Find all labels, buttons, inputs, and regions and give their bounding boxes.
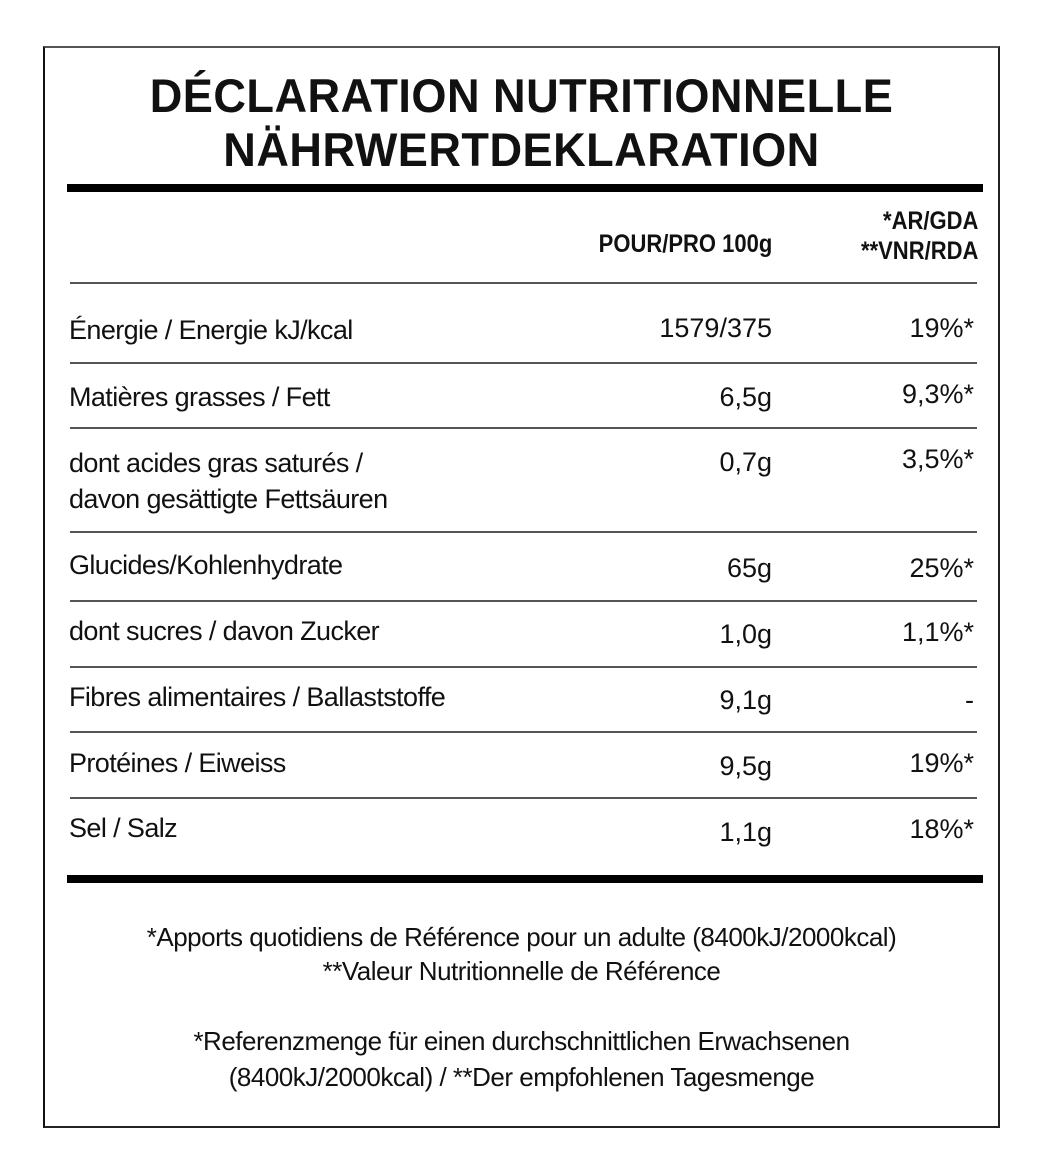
row-label: dont acides gras saturés / xyxy=(69,448,363,478)
row-divider xyxy=(70,427,977,429)
footnote-fr-line1: *Apports quotidiens de Référence pour un adulte (8400kJ/2000kcal) xyxy=(146,922,897,952)
row-percent: 1,1%* xyxy=(901,617,974,647)
nutrition-label-panel xyxy=(43,46,1000,1128)
row-divider xyxy=(70,666,977,668)
row-value: 1579/375 xyxy=(659,313,772,343)
row-label: Énergie / Energie kJ/kcal xyxy=(69,315,353,345)
row-label-german: davon gesättigte Fettsäuren xyxy=(69,484,388,514)
column-header-per-100g: POUR/PRO 100g xyxy=(598,230,772,258)
footnote-de-line2: (8400kJ/2000kcal) / **Der empfohlenen Tagesmenge xyxy=(228,1062,815,1092)
row-percent: 19%* xyxy=(909,748,974,778)
column-header-vnr-rda: **VNR/RDA xyxy=(860,237,978,265)
column-header-ar-gda: *AR/GDA xyxy=(882,207,978,235)
row-value: 0,7g xyxy=(719,447,772,477)
row-label: Fibres alimentaires / Ballaststoffe xyxy=(69,682,446,712)
row-label: Matières grasses / Fett xyxy=(69,382,330,412)
row-label: dont sucres / davon Zucker xyxy=(69,616,380,646)
row-label: Glucides/Kohlenhydrate xyxy=(69,550,343,580)
row-percent: 3,5%* xyxy=(901,444,974,474)
row-percent: 9,3%* xyxy=(901,379,974,409)
row-percent: 19%* xyxy=(909,313,974,343)
row-value: 9,5g xyxy=(719,751,772,781)
footnote-de-line1: *Referenzmenge für einen durchschnittlichen Erwachsenen xyxy=(193,1026,850,1056)
title-german: NÄHRWERTDEKLARATION xyxy=(223,123,820,176)
row-value: 6,5g xyxy=(719,382,772,412)
row-value: 1,1g xyxy=(719,817,772,847)
footnote-fr-line2: **Valeur Nutritionnelle de Référence xyxy=(322,956,721,986)
row-value: 65g xyxy=(726,553,772,583)
row-label: Protéines / Eiweiss xyxy=(69,748,286,778)
row-divider xyxy=(70,731,977,733)
row-divider xyxy=(70,362,977,364)
row-divider xyxy=(70,600,977,602)
row-label: Sel / Salz xyxy=(69,813,178,843)
top-thick-divider xyxy=(67,184,983,192)
row-value: 1,0g xyxy=(719,619,772,649)
column-header-reference-intake xyxy=(861,206,978,266)
row-divider xyxy=(70,797,977,799)
row-percent: - xyxy=(965,685,974,715)
row-divider xyxy=(70,531,977,533)
bottom-thick-divider xyxy=(67,875,983,883)
row-percent: 18%* xyxy=(909,814,974,844)
title-french: DÉCLARATION NUTRITIONNELLE xyxy=(149,69,894,122)
row-percent: 25%* xyxy=(909,553,974,583)
header-divider xyxy=(70,282,977,284)
row-value: 9,1g xyxy=(719,685,772,715)
